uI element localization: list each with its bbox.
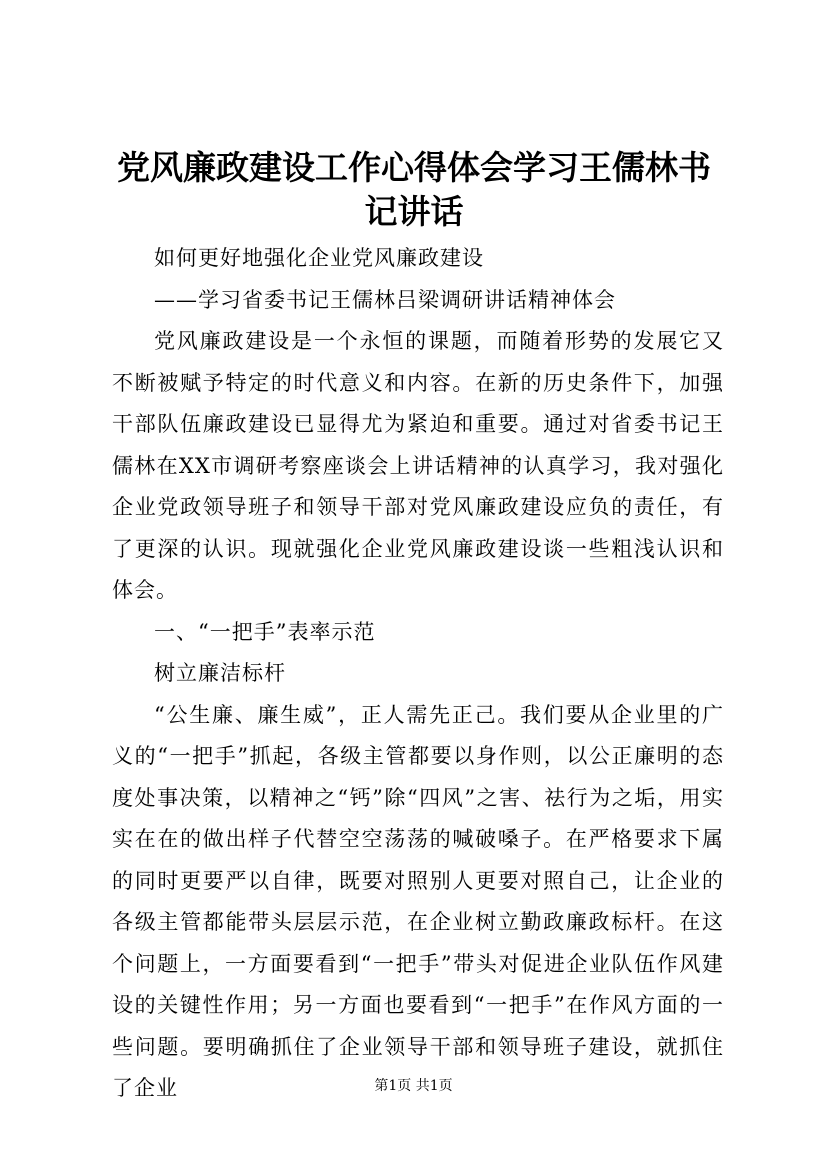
section-subheading: 树立廉洁标杆 xyxy=(154,661,286,685)
page-number-footer: 第1页 共1页 xyxy=(374,1078,453,1094)
section-heading: 一、“一把手”表率示范 xyxy=(154,619,376,644)
body-paragraph: “公生廉、廉生威”，正人需先正己。我们要从企业里的广义的“一把手”抓起，各级主管都要以身作则，以公正廉明的态度处事决策，以精神之“钙”除“四风”之害、祛行为之垢，用实实在在的做出样子代替空空荡荡的喊破嗓子。在严格要求下属的同时更要严以自律，既要对照别人更要对照自己，让企业的各级主管都能带头层层示范，在企业树立勤政廉政标杆。在这个问题上，一方面要看到“一把手”带头对促进企业队伍作风建设的关键性作用；另一方面也要看到“一把手”在作风方面的一些问题。要明确抓住了企业领导干部和领导班子建设，就抓住了企业 xyxy=(112,702,724,1100)
document-body xyxy=(112,238,724,1110)
document-title: 党风廉政建设工作心得体会学习王儒林书记讲话 xyxy=(117,148,711,231)
subtitle-secondary-line: ——学习省委书记王儒林吕梁调研讲话精神体会 xyxy=(154,287,616,312)
subtitle-line: 如何更好地强化企业党风廉政建设 xyxy=(154,246,484,270)
body-paragraph: 党风廉政建设是一个永恒的课题，而随着形势的发展它又不断被赋予特定的时代意义和内容。在新的历史条件下，加强干部队伍廉政建设已显得尤为紧迫和重要。通过对省委书记王儒林在XX市调研考察座谈会上讲话精神的认真学习，我对强化企业党政领导班子和领导干部对党风廉政建设应负的责任，有了更深的认识。现就强化企业党风廉政建设谈一些粗浅认识和体会。 xyxy=(112,329,724,602)
